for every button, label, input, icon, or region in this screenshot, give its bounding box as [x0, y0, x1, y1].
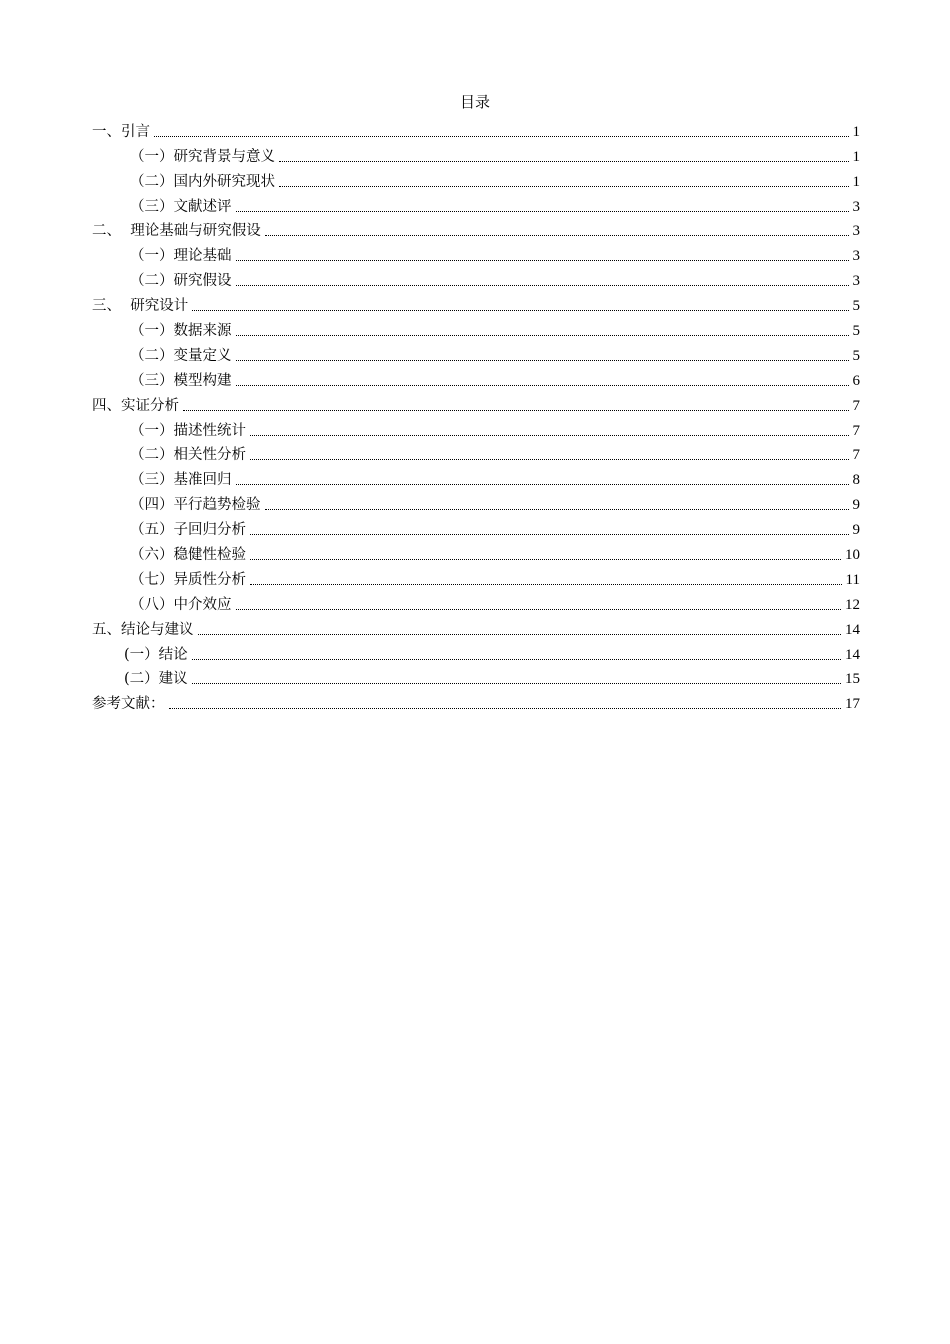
dot-leader	[198, 633, 842, 635]
toc-page-number: 3	[852, 223, 860, 240]
dot-leader	[192, 682, 841, 684]
toc-entry-label: 五、结论与建议	[92, 621, 194, 638]
toc-page-number: 5	[852, 298, 860, 315]
dot-leader	[236, 334, 849, 336]
dot-leader	[279, 160, 849, 162]
toc-entry-mediation-effect[interactable]	[92, 590, 860, 615]
dot-leader	[192, 658, 841, 660]
toc-page-number: 14	[845, 621, 860, 638]
toc-entry-theory-hypotheses[interactable]	[92, 217, 860, 242]
toc-page-number: 10	[845, 547, 860, 564]
toc-entry-theory-basis[interactable]	[92, 241, 860, 266]
toc-entry-research-design[interactable]	[92, 291, 860, 316]
toc-page-number: 15	[845, 671, 860, 688]
toc-entry-label: （三）基准回归	[130, 472, 232, 489]
toc-entry-heterogeneity-analysis[interactable]	[92, 565, 860, 590]
toc-page-number: 3	[852, 248, 860, 265]
toc-page-number: 5	[852, 347, 860, 364]
toc-entry-label: （一）描述性统计	[130, 422, 246, 439]
toc-page-number: 9	[852, 497, 860, 514]
toc-page-number: 5	[852, 323, 860, 340]
toc-page-number: 17	[845, 696, 860, 713]
dot-leader	[265, 234, 849, 236]
dot-leader	[236, 384, 849, 386]
toc-entry-conclusions[interactable]	[92, 640, 860, 665]
dot-leader	[192, 309, 848, 311]
toc-page-number: 7	[852, 422, 860, 439]
toc-page-number: 1	[852, 173, 860, 190]
toc-entry-label: （一）数据来源	[130, 323, 232, 340]
toc-entry-literature-review[interactable]	[92, 192, 860, 217]
toc-entry-variable-definition[interactable]	[92, 341, 860, 366]
toc-entry-label: （二）研究假设	[130, 273, 232, 290]
dot-leader	[236, 608, 842, 610]
toc-entry-robustness-test[interactable]	[92, 540, 860, 565]
toc-entry-suggestions[interactable]	[92, 665, 860, 690]
toc-entry-empirical-analysis[interactable]	[92, 391, 860, 416]
dot-leader	[250, 533, 849, 535]
toc-entry-label: （三）模型构建	[130, 372, 232, 389]
dot-leader	[236, 284, 849, 286]
toc-entry-label: (二）建议	[124, 671, 188, 688]
dot-leader	[183, 409, 849, 411]
page-title: 目录	[459, 93, 490, 111]
toc-entry-research-status[interactable]	[92, 167, 860, 192]
toc-entry-label: （七）异质性分析	[130, 571, 246, 588]
toc-page-number: 8	[852, 472, 860, 489]
toc-page-number: 9	[852, 522, 860, 539]
dot-leader	[236, 483, 849, 485]
toc-entry-parallel-trend-test[interactable]	[92, 490, 860, 515]
toc-entry-descriptive-statistics[interactable]	[92, 416, 860, 441]
toc-page-number: 14	[845, 646, 860, 663]
toc-entry-label: (一）结论	[124, 646, 188, 663]
dot-leader	[169, 707, 842, 709]
toc-entry-baseline-regression[interactable]	[92, 465, 860, 490]
toc-entry-label: （五）子回归分析	[130, 522, 246, 539]
toc-entry-label: 二、 理论基础与研究假设	[92, 223, 261, 240]
dot-leader	[265, 508, 849, 510]
toc-page-number: 1	[852, 123, 860, 140]
toc-entry-label: （四）平行趋势检验	[130, 497, 261, 514]
toc-entry-label: （三）文献述评	[130, 198, 232, 215]
toc-entry-model-construction[interactable]	[92, 366, 860, 391]
toc-entry-references[interactable]	[92, 689, 860, 714]
dot-leader	[250, 458, 849, 460]
toc-entry-conclusions-suggestions[interactable]	[92, 615, 860, 640]
toc-entry-label: 参考文献：	[92, 696, 165, 713]
toc-entry-data-source[interactable]	[92, 316, 860, 341]
toc-entry-label: 一、引言	[92, 123, 150, 140]
toc-entry-hypotheses[interactable]	[92, 266, 860, 291]
toc-entry-research-background[interactable]	[92, 142, 860, 167]
toc-page-number: 11	[845, 571, 860, 588]
dot-leader	[279, 185, 849, 187]
toc-entry-label: 四、实证分析	[92, 397, 179, 414]
dot-leader	[236, 359, 849, 361]
dot-leader	[154, 135, 849, 137]
toc-page-number: 3	[852, 273, 860, 290]
toc-entry-label: （二）变量定义	[130, 347, 232, 364]
toc-entry-sub-regression[interactable]	[92, 515, 860, 540]
toc-entry-label: （二）国内外研究现状	[130, 173, 275, 190]
toc-entry-introduction[interactable]	[92, 117, 860, 142]
toc-entry-label: （一）理论基础	[130, 248, 232, 265]
toc-page-number: 6	[852, 372, 860, 389]
toc-page-number: 7	[852, 397, 860, 414]
dot-leader	[250, 434, 849, 436]
dot-leader	[236, 259, 849, 261]
toc-page-number: 12	[845, 596, 860, 613]
toc-entry-correlation-analysis[interactable]	[92, 441, 860, 466]
toc-entry-label: （二）相关性分析	[130, 447, 246, 464]
toc-page-number: 1	[852, 148, 860, 165]
toc-page-number: 7	[852, 447, 860, 464]
toc-entry-label: 三、 研究设计	[92, 298, 189, 315]
toc-entry-label: （八）中介效应	[130, 596, 232, 613]
toc-page-number: 3	[852, 198, 860, 215]
toc-entry-label: （一）研究背景与意义	[130, 148, 275, 165]
toc-entry-label: （六）稳健性检验	[130, 547, 246, 564]
table-of-contents	[92, 117, 860, 714]
dot-leader	[250, 583, 842, 585]
dot-leader	[236, 210, 849, 212]
dot-leader	[250, 558, 841, 560]
